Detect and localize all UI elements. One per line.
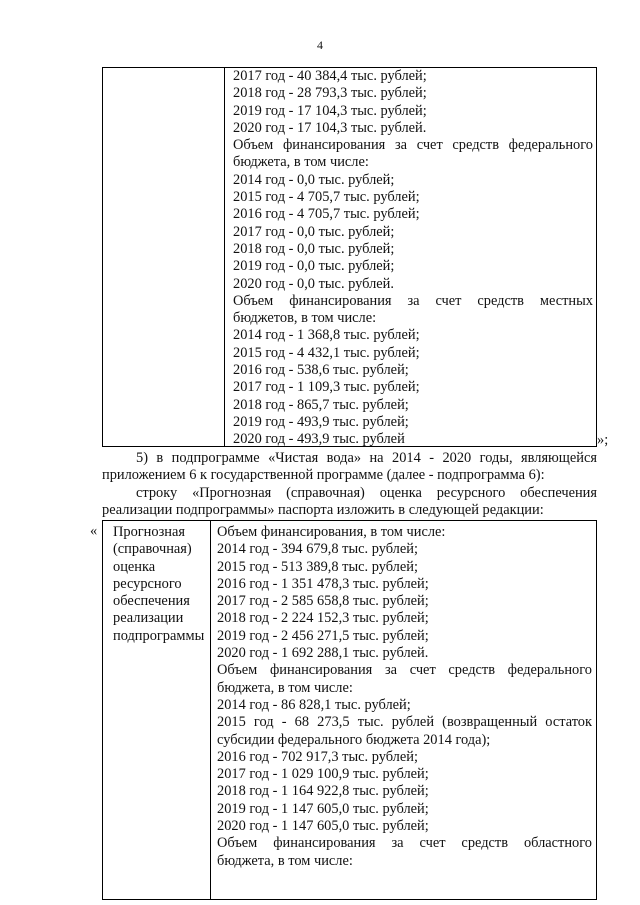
table-line: 2014 год - 0,0 тыс. рублей; — [233, 171, 395, 188]
table-line: 2020 год - 17 104,3 тыс. рублей. — [233, 119, 427, 136]
table-line: субсидии федерального бюджета 2014 года); — [217, 731, 491, 748]
table-line: Объем финансирования за счет средств федерального — [233, 137, 593, 154]
table-line: Объем финансирования за счет средств областного — [217, 835, 592, 852]
table-line: 2015 год - 513 389,8 тыс. рублей; — [217, 558, 418, 575]
table-label-cell — [103, 521, 211, 899]
table-line: 2017 год - 40 384,4 тыс. рублей; — [233, 68, 427, 84]
table-line: 2020 год - 0,0 тыс. рублей. — [233, 275, 394, 292]
table-line: 2019 год - 0,0 тыс. рублей; — [233, 258, 395, 275]
label-line: (справочная) — [113, 541, 192, 558]
table-line: 2016 год - 4 705,7 тыс. рублей; — [233, 206, 420, 223]
table-line: 2014 год - 1 368,8 тыс. рублей; — [233, 327, 420, 344]
paragraph-line: строку «Прогнозная (справочная) оценка ресурсного обеспечения — [136, 485, 597, 501]
table-line: Объем финансирования за счет средств федерального — [217, 662, 592, 679]
paragraph-line: приложением 6 к государственной программе (далее - подпрограмма 6): — [102, 467, 545, 484]
table-line: 2020 год - 493,9 тыс. рублей — [233, 431, 405, 448]
resource-table-continued — [102, 67, 597, 447]
page-number: 4 — [317, 38, 323, 52]
table-line: Объем финансирования, в том числе: — [217, 524, 446, 540]
table-line: 2018 год - 0,0 тыс. рублей; — [233, 240, 395, 257]
closing-quote-mark: »; — [597, 432, 609, 448]
table-label-cell — [103, 68, 225, 446]
table-line: 2019 год - 493,9 тыс. рублей; — [233, 413, 409, 430]
table-line: 2015 год - 68 273,5 тыс. рублей (возвращенный остаток — [217, 714, 592, 731]
table-line: Объем финансирования за счет средств местных — [233, 292, 593, 309]
table-line: 2016 год - 702 917,3 тыс. рублей; — [217, 748, 418, 765]
table-line: 2017 год - 2 585 658,8 тыс. рублей; — [217, 593, 429, 610]
table-line: 2017 год - 0,0 тыс. рублей; — [233, 223, 395, 240]
table-line: 2019 год - 17 104,3 тыс. рублей; — [233, 102, 427, 119]
table-line: бюджета, в том числе: — [233, 154, 369, 171]
table-line: бюджета, в том числе: — [217, 679, 353, 696]
table-line: 2018 год - 2 224 152,3 тыс. рублей; — [217, 610, 429, 627]
table-value-cell — [217, 524, 592, 870]
table-value-cell — [233, 68, 593, 449]
table-line: 2018 год - 865,7 тыс. рублей; — [233, 396, 409, 413]
paragraph-line: реализации подпрограммы» паспорта изложить в следующей редакции: — [102, 502, 544, 519]
table-line: 2017 год - 1 029 100,9 тыс. рублей; — [217, 766, 429, 783]
paragraph-line: 5) в подпрограмме «Чистая вода» на 2014 - 2020 годы, являющейся — [136, 450, 597, 466]
table-line: 2015 год - 4 432,1 тыс. рублей; — [233, 344, 420, 361]
paragraph-row-replacement — [102, 485, 597, 520]
table-line: бюджета, в том числе: — [217, 852, 353, 869]
table-line: 2014 год - 86 828,1 тыс. рублей; — [217, 696, 411, 713]
table-line: 2019 год - 2 456 271,5 тыс. рублей; — [217, 627, 429, 644]
label-line: Прогнозная — [113, 524, 185, 540]
table-line: 2015 год - 4 705,7 тыс. рублей; — [233, 189, 420, 206]
paragraph-item-5 — [102, 450, 597, 485]
label-line: подпрограммы — [113, 627, 205, 644]
table-line: 2014 год - 394 679,8 тыс. рублей; — [217, 541, 418, 558]
label-line: оценка — [113, 558, 156, 575]
resource-table-new — [102, 520, 597, 900]
table-line: 2019 год - 1 147 605,0 тыс. рублей; — [217, 800, 429, 817]
table-line: 2018 год - 28 793,3 тыс. рублей; — [233, 85, 427, 102]
label-line: ресурсного — [113, 575, 182, 592]
label-line: реализации — [113, 610, 184, 627]
table-line: бюджетов, в том числе: — [233, 310, 377, 327]
table-line: 2016 год - 538,6 тыс. рублей; — [233, 362, 409, 379]
table-line: 2020 год - 1 692 288,1 тыс. рублей. — [217, 645, 429, 662]
opening-quote-mark: « — [90, 523, 98, 539]
label-line: обеспечения — [113, 593, 190, 610]
table-line: 2016 год - 1 351 478,3 тыс. рублей; — [217, 575, 429, 592]
table-line: 2018 год - 1 164 922,8 тыс. рублей; — [217, 783, 429, 800]
table-line: 2017 год - 1 109,3 тыс. рублей; — [233, 379, 420, 396]
table-line: 2020 год - 1 147 605,0 тыс. рублей; — [217, 818, 429, 835]
